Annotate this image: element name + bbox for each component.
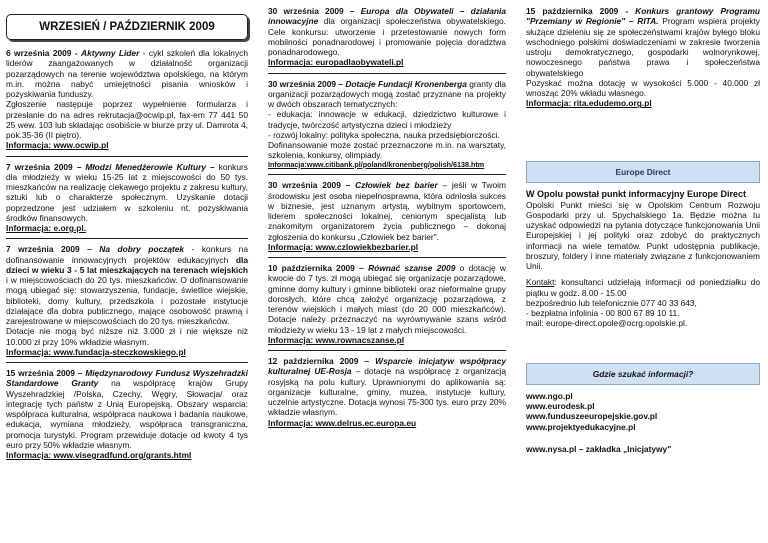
event-europa-dla-obywateli (268, 6, 506, 57)
event-date: 6 września 2009 - (6, 48, 82, 59)
info-link[interactable]: Informacja: www.czlowiekbezbarier.pl (268, 241, 419, 252)
event-name: Na dobry początek (99, 244, 185, 255)
list-item: - edukacja: innowacje w edukacji, dziedzictwo kulturowe i tradycje, twórczość artystyczna dzieci i młodzieży (268, 109, 506, 130)
event-mlodzi-menedzerowie (6, 162, 248, 224)
contact-text: : konsultanci udzielają informacji od poniedziałku do piątku w godz. 8.00 - 15.00 (526, 277, 760, 298)
event-name: Równać szanse 2009 (368, 263, 456, 274)
event-text-2: i w miejscowościach do 20 tys. mieszkańców. O dofinansowanie mogą ubiegać się: stowarzyszenia, fundacje, świetlice wiejskie, biblioteki, domy kultury, przedszkola i pozostałe instytucje działające dla dobra publicznego, mające osobowość prawną i zarejestrowane w miejscowościach do 20 tys. mieszkańców. (6, 275, 248, 327)
event-name: Człowiek bez barier (355, 180, 438, 191)
page-title: WRZESIEŃ / PAŹDZIERNIK 2009 (6, 14, 248, 40)
event-date: 7 września 2009 – (6, 244, 100, 255)
event-text: - konkurs na dofinansowanie innowacyjnych projektów edukacyjnych (6, 244, 248, 265)
event-name: Konkurs grantowy Programu "Przemiany w Regionie" – RITA. (526, 6, 761, 27)
info-link[interactable]: Informacja: e.org.pl. (6, 223, 87, 234)
divider (268, 257, 506, 258)
event-text: Program wspiera projekty służące dzieleniu się ze społeczeństwami krajów byłego bloku wschodniego polskimi doświadczeniami w zakresie tworzenia ustroju demokratycznego, gospodarki wolnorynkowej, nowoczesnego państwa prawa i społeczeństwa obywatelskiego (526, 16, 760, 78)
resource-link[interactable]: www.projektyedukacyjne.pl (526, 421, 636, 432)
event-text-2: Zgłoszenie następuje poprzez wypełnienie formularza i przesłanie do na adres rekrutacja@ocwip.pl, fax-em 77 441 50 25 wew. 103 lub składając osobiście w biurze przy ul. Damrota 4, pok.35-36 (II piętro). (6, 99, 248, 141)
event-date: 30 września 2009 – (268, 78, 346, 89)
resource-link[interactable]: www.ngo.pl (526, 390, 573, 401)
event-name: Europa dla Obywateli – działania innowacyjne (268, 6, 506, 27)
contact-hotline: - bezpłatna infolinia - 00 800 67 89 10 11. (526, 308, 680, 319)
event-text: na współpracę krajów Grupy Wyszehradzkiej /Polska, Czechy, Węgry, Słowacja/ oraz integrację tych państw z Unią Europejską. Obszary wsparcia: współpraca kulturalna, współpraca naukowa i badania naukowe, edukacja, wymiana młodzieży, współpraca transgraniczna, promocja turystyki. Program przewiduje dotacje od kwoty 4 tys euro przy 50% wkładzie własnym. (6, 378, 248, 450)
event-rownac-szanse (268, 263, 506, 335)
event-date: 30 września 2009 – (268, 180, 356, 191)
europe-direct-box: Europe Direct (526, 161, 760, 183)
event-text-3: Dotacje nie mogą być niższe niż 3.000 zł i nie większe niż 10.000 zł przy 10% wkładzie własnym. (6, 326, 248, 347)
event-czlowiek-bez-barier (268, 180, 506, 242)
event-date: 15 września 2009 – (6, 368, 86, 379)
info-link[interactable]: Informacja: europadlaobywateli.pl (268, 57, 404, 68)
event-aktywny-lider (6, 48, 248, 99)
event-text-2: Pozyskać można dotację w wysokości 5.000 - 40.000 zł wnosząc 20% wkładu własnego. (526, 77, 760, 98)
event-na-dobry-poczatek (6, 244, 248, 326)
event-ue-rosja (268, 356, 506, 418)
list-item: - rozwój lokalny: polityka społeczna, nauka przedsiębiorczości. (268, 129, 500, 140)
info-link[interactable]: Informacja: www.ocwip.pl (6, 140, 109, 151)
event-target: dla dzieci w wieku 3 - 5 lat mieszkających na terenach wiejskich (6, 254, 248, 275)
resource-link[interactable]: www.nysa.pl – zakładka „Inicjatywy" (526, 443, 672, 454)
event-name: Dotacje Fundacji Kronenberga (345, 78, 467, 89)
divider (268, 350, 506, 351)
event-fundusz-wyszehradzki (6, 368, 248, 450)
info-link[interactable]: Informacja: www.fundacja-steczkowskiego.pl (6, 346, 186, 357)
contact-label: Kontakt (526, 277, 555, 288)
where-to-look-box: Gdzie szukać informacji? (526, 363, 760, 385)
event-date: 12 października 2009 – (268, 356, 376, 367)
event-date: 10 października 2009 – (268, 263, 369, 274)
event-text: dla organizacji społeczeństwa obywatelskiego. Cele konkursu: utworzenie i przetestowanie nowych form mobilności ponadnarodowej i promowanie pojęcia doradztwa ponadnarodowego. (268, 16, 506, 57)
column-1 (0, 0, 254, 543)
divider (6, 362, 248, 363)
europe-direct-text: Opolski Punkt mieści się w Opolskim Centrum Rozwoju Gospodarki przy ul. Spychalskiego 1a. Będzie można tu uzyskać odpowiedzi na pytania dotyczące funkcjonowania Unii Europejskiej i jej polityki oraz zdobyć do praktycznych informacji na wiele tematów. Punkt udostępnia publikacje, broszury, foldery i inne materiały związane z funkcjonowaniem Unii. (526, 199, 760, 272)
info-link[interactable]: Informacja:www.citibank.pl/poland/kronenberg/polish/6138.htm (268, 159, 485, 169)
event-date: 30 września 2009 – (268, 6, 361, 16)
event-date: 15 października 2009 - (526, 6, 636, 16)
event-text: o dotację w kwocie do 7 tys. zł mogą ubiegać się organizacje pozarządowe, gminne domy kultury i gminne biblioteki oraz nieformalne grupy dorosłych, które chcą założyć organizację pozarządową, z terenów wiejskich i małych miast (do 20 000 mieszkańców). Dotacje należy przeznaczyć na wyrównywanie szans wśród młodzieży w wieku 13 - 19 lat z małych miejscowości. (268, 263, 506, 335)
event-text: – jeśli w Twoim środowisku jest osoba niepełnosprawna, która odniosła sukces w biznesie, jest uznanym artystą, wybitnym sportowcem, liderem społeczności lokalnej, cenionym specjalistą lub znakomitym organizatorem życia publicznego – dokonaj zgłoszenia do konkursu „Człowiek bez barier". (268, 180, 506, 242)
event-text: - cykl szkoleń dla lokalnych liderów zaangażowanych w działalność organizacji pozarządowych na terenie województwa opolskiego, na którym m.in. można nabyć umiejętności pisania wniosków i pozyskiwania funduszy. (6, 48, 248, 100)
divider (268, 73, 506, 74)
europe-direct-heading: W Opolu powstał punkt informacyjny Europe Direct (526, 188, 747, 199)
event-name: Wsparcie inicjatyw współpracy kulturalnej UE-Rosja (268, 356, 507, 377)
column-3 (516, 0, 768, 543)
divider (6, 156, 248, 157)
event-name: Aktywny Lider (81, 48, 140, 59)
event-text-2: Dofinansowanie może zostać przeznaczone m.in. na warsztaty, szkolenia, konkursy, olimpiady. (268, 140, 506, 161)
event-rita (526, 6, 760, 78)
event-date: 7 września 2009 – (6, 161, 86, 172)
event-text: granty dla organizacji pozarządowych mogą zostać przyznane na projekty w dwóch obszarach tematycznych: (268, 78, 506, 109)
column-2 (258, 0, 512, 543)
event-text: konkurs dla młodzieży w wieku 15-25 lat z miejscowości do 50 tys. mieszkańców na realizację ciekawego projektu z zakresu kultury, sztuki lub o charakterze społecznym. Uzyskanie dotacji poprzedzone jest udziałem w szkoleniu nt. pozyskiwania środków finansowych. (6, 161, 248, 223)
europe-direct-contact (526, 277, 760, 298)
event-name: Międzynarodowy Fundusz Wyszehradzki Standardowe Granty (6, 368, 248, 389)
event-fundacja-kronenberga (268, 79, 506, 110)
event-text: – dotacje na współpracę z organizacją rosyjską na polu kultury. Uprawnionymi do aplikowania są: organizacje kulturalne, gminy, muzea, instytucje kultury, uczelnie artystyczne. Dotacja wynosi 75-300 tys. euro przy 20% wkładzie własnym. (268, 366, 507, 418)
info-link[interactable]: Informacja: www.visegradfund.org/grants.html (6, 450, 192, 461)
divider (6, 238, 248, 239)
event-name: Młodzi Menedżerowie Kultury – (85, 161, 215, 172)
info-link[interactable]: Informacja: www.delrus.ec.europa.eu (268, 417, 417, 428)
contact-mail[interactable]: mail: europe-direct.opole@ocrg.opolskie.pl. (526, 318, 688, 329)
resource-link[interactable]: www.funduszeeuropejskie.gov.pl (526, 411, 658, 422)
divider (268, 174, 506, 175)
contact-phone: bezpośrednio lub telefonicznie 077 40 33 643, (526, 297, 697, 308)
info-link[interactable]: Informacja: www.rownacszanse.pl (268, 334, 405, 345)
info-link[interactable]: Informacja: rita.edudemo.org.pl (526, 98, 652, 109)
resource-link[interactable]: www.eurodesk.pl (526, 401, 595, 412)
